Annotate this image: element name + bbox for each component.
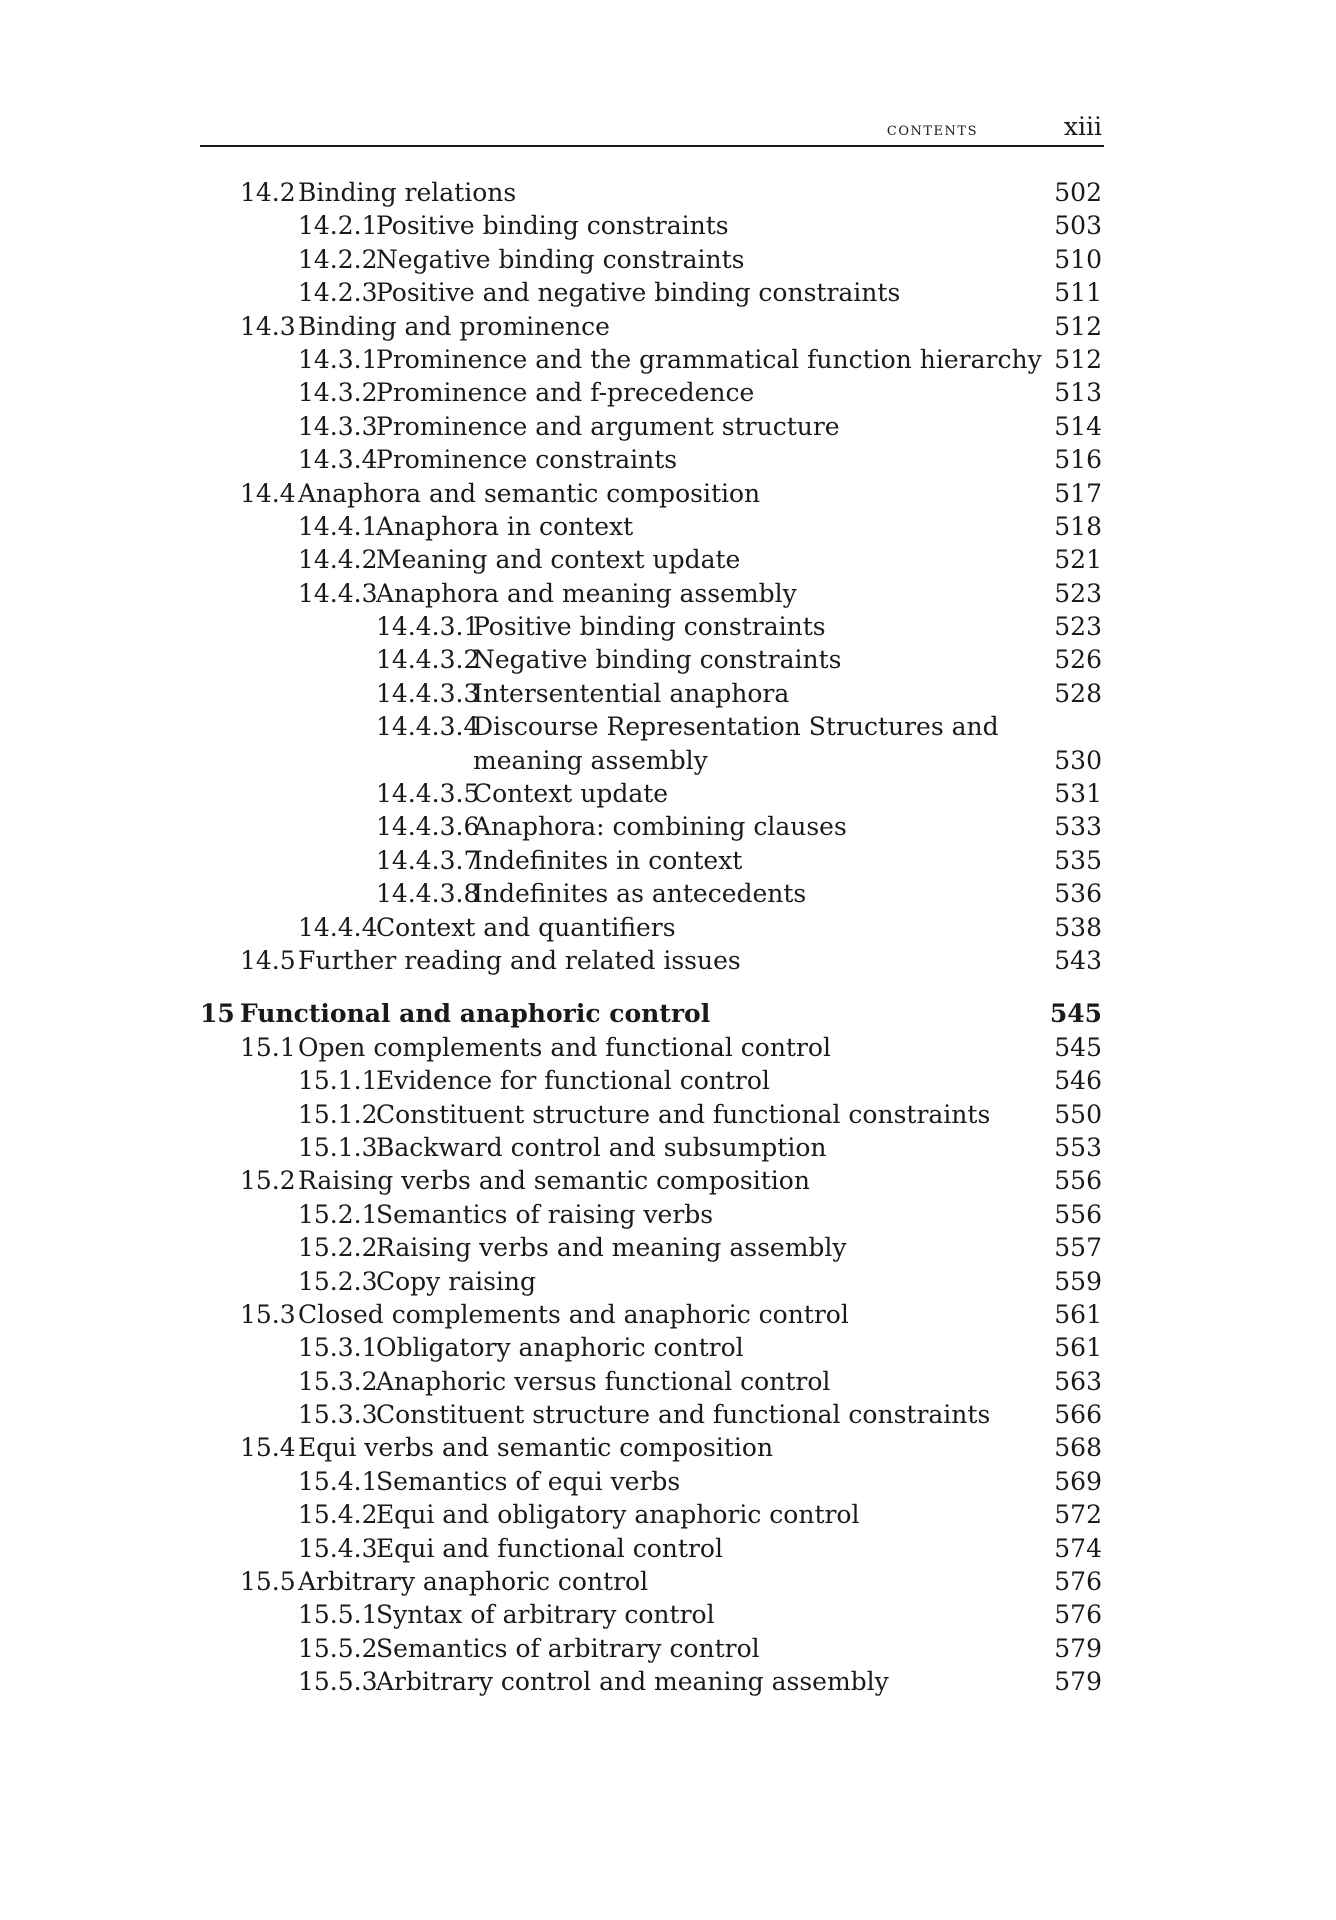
toc-entry-number: 14.2.3 <box>298 278 378 308</box>
toc-entry <box>200 643 1104 676</box>
toc-entry-title: Positive binding constraints <box>473 612 826 642</box>
toc-entry-title: Equi and obligatory anaphoric control <box>376 1500 860 1530</box>
toc-entry-title: Binding and prominence <box>298 311 610 341</box>
toc-entry-page: 563 <box>1054 1366 1102 1396</box>
toc-entry-number: 15.3.3 <box>298 1400 378 1430</box>
toc-entry-title: Positive and negative binding constraints <box>376 278 901 308</box>
toc-entry-page: 543 <box>1054 945 1102 975</box>
toc-entry-number: 15.5.1 <box>298 1600 378 1630</box>
toc-entry-title: Indefinites as antecedents <box>473 879 807 909</box>
toc-entry-title: Context update <box>473 779 669 809</box>
toc-entry-number: 15.2 <box>240 1166 296 1196</box>
toc-entry-page: 579 <box>1054 1633 1102 1663</box>
toc-entry <box>200 1431 1104 1464</box>
toc-entry <box>200 176 1104 209</box>
toc-entry-page: 561 <box>1054 1333 1102 1363</box>
toc-entry-number: 15.4.1 <box>298 1466 378 1496</box>
toc-entry-title: Positive binding constraints <box>376 211 729 241</box>
toc-entry-number: 14.4.3.7 <box>376 845 480 875</box>
toc-entry-number: 14.3.1 <box>298 344 378 374</box>
toc-entry-page: 572 <box>1054 1500 1102 1530</box>
toc-entry <box>200 744 1104 777</box>
toc-entry-page: 556 <box>1054 1166 1102 1196</box>
toc-entry-number: 14.4.3.2 <box>376 645 480 675</box>
toc-entry-title: Raising verbs and semantic composition <box>298 1166 810 1196</box>
toc-entry-title: Context and quantifiers <box>376 912 676 942</box>
toc-entry <box>200 243 1104 276</box>
toc-entry-number: 14.3.2 <box>298 378 378 408</box>
toc-entry <box>200 510 1104 543</box>
toc-entry-number: 14.2.1 <box>298 211 378 241</box>
toc-entry <box>200 877 1104 910</box>
toc-entry-title: Raising verbs and meaning assembly <box>376 1233 847 1263</box>
toc-entry <box>200 1498 1104 1531</box>
toc-entry-page: 514 <box>1054 411 1102 441</box>
toc-entry-title: Semantics of raising verbs <box>376 1199 714 1229</box>
toc-entry-title: Arbitrary anaphoric control <box>298 1567 649 1597</box>
toc-entry-title: Obligatory anaphoric control <box>376 1333 744 1363</box>
toc-entry-number: 14.4.3.6 <box>376 812 480 842</box>
toc-entry-page: 576 <box>1054 1567 1102 1597</box>
toc-entry-page: 523 <box>1054 612 1102 642</box>
toc-entry-number: 14.5 <box>240 945 296 975</box>
toc-entry-page: 566 <box>1054 1400 1102 1430</box>
toc-entry-number: 14.4.3.1 <box>376 612 480 642</box>
toc-entry-title: meaning assembly <box>473 745 708 775</box>
toc-entry-page: 502 <box>1054 178 1102 207</box>
toc-entry-number: 14.4.3 <box>298 578 378 608</box>
toc-entry-page: 523 <box>1054 578 1102 608</box>
toc-entry-title: Anaphora and meaning assembly <box>376 578 797 608</box>
toc-entry-page: 518 <box>1054 511 1102 541</box>
toc-entry-number: 15.1 <box>240 1032 296 1062</box>
toc-entry-title: Semantics of arbitrary control <box>376 1633 760 1663</box>
page-number: xiii <box>1063 112 1102 141</box>
toc-entry-title: Discourse Representation Structures and <box>473 712 999 742</box>
toc-entry <box>200 1198 1104 1231</box>
toc-entry-page: 538 <box>1054 912 1102 942</box>
toc-entry-title: Prominence and the grammatical function hierarchy <box>376 344 1042 374</box>
toc-entry-page: 536 <box>1054 879 1102 909</box>
toc-entry-number: 14.3 <box>240 311 296 341</box>
toc-entry-page: 516 <box>1054 445 1102 475</box>
toc-entry-page: 574 <box>1054 1533 1102 1563</box>
toc-entry <box>200 209 1104 242</box>
toc-entry-title: Further reading and related issues <box>298 945 741 975</box>
toc-entry <box>200 343 1104 376</box>
toc-entry-page: 569 <box>1054 1466 1102 1496</box>
toc-entry-title: Anaphora in context <box>376 511 634 541</box>
toc-entry <box>200 710 1104 743</box>
toc-entry-number: 14.4.4 <box>298 912 378 942</box>
toc-entry <box>200 911 1104 944</box>
toc-entry-page: 579 <box>1054 1667 1102 1697</box>
toc-entry-page: 561 <box>1054 1299 1102 1329</box>
toc-entry <box>200 844 1104 877</box>
toc-entry-title: Anaphora: combining clauses <box>473 812 847 842</box>
toc-entry-page: 503 <box>1054 211 1102 241</box>
toc-entry-number: 14.4.3.5 <box>376 779 480 809</box>
toc-entry-number: 15 <box>200 999 235 1029</box>
toc-entry-title: Intersentential anaphora <box>473 678 790 708</box>
toc-entry-title: Closed complements and anaphoric control <box>298 1299 849 1329</box>
toc-entry-title: Constituent structure and functional constraints <box>376 1400 991 1430</box>
toc-entry-page: 553 <box>1054 1132 1102 1162</box>
toc-entry <box>200 410 1104 443</box>
toc-entry-page: 531 <box>1054 779 1102 809</box>
toc-entry-number: 15.2.1 <box>298 1199 378 1229</box>
toc-entry-number: 14.2.2 <box>298 244 378 274</box>
running-head <box>200 112 1104 146</box>
toc-entry-page: 511 <box>1054 278 1102 308</box>
toc-entry <box>200 1265 1104 1298</box>
toc-entry <box>200 777 1104 810</box>
toc-entry-title: Equi verbs and semantic composition <box>298 1433 774 1463</box>
toc-entry-title: Prominence and f-precedence <box>376 378 755 408</box>
toc-entry-number: 15.4 <box>240 1433 296 1463</box>
toc-entry-title: Open complements and functional control <box>298 1032 831 1062</box>
toc-entry-title: Negative binding constraints <box>376 244 745 274</box>
toc-entry-number: 15.5.3 <box>298 1667 378 1697</box>
toc-entry-title: Syntax of arbitrary control <box>376 1600 715 1630</box>
toc-entry-page: 545 <box>1049 999 1102 1029</box>
header-rule <box>200 145 1104 147</box>
toc-entry-title: Semantics of equi verbs <box>376 1466 681 1496</box>
toc-entry <box>200 1532 1104 1565</box>
toc-entry-title: Prominence and argument structure <box>376 411 840 441</box>
toc-entry-number: 14.3.3 <box>298 411 378 441</box>
toc-entry <box>200 1331 1104 1364</box>
toc-entry-page: 556 <box>1054 1199 1102 1229</box>
toc-entry-title: Copy raising <box>376 1266 537 1296</box>
toc-entry-page: 512 <box>1054 311 1102 341</box>
toc-entry-number: 15.3.1 <box>298 1333 378 1363</box>
toc-entry <box>200 1665 1104 1698</box>
toc-entry <box>200 443 1104 476</box>
toc-entry-page: 545 <box>1054 1032 1102 1062</box>
toc-entry-page: 535 <box>1054 845 1102 875</box>
toc-entry <box>200 677 1104 710</box>
toc-entry-title: Negative binding constraints <box>473 645 842 675</box>
toc-entry <box>200 944 1104 977</box>
toc-entry <box>200 1164 1104 1197</box>
toc-entry <box>200 1598 1104 1631</box>
toc-entry-page: 526 <box>1054 645 1102 675</box>
toc-entry-number: 15.5 <box>240 1567 296 1597</box>
toc-entry-page: 533 <box>1054 812 1102 842</box>
toc-entry-page: 530 <box>1054 745 1102 775</box>
toc-entry-number: 14.4.3.3 <box>376 678 480 708</box>
toc-entry-page: 510 <box>1054 244 1102 274</box>
toc-entry-title: Binding relations <box>298 178 517 207</box>
toc-entry-number: 14.4.3.4 <box>376 712 480 742</box>
toc-entry-number: 14.4.1 <box>298 511 378 541</box>
toc-entry-title: Prominence constraints <box>376 445 678 475</box>
toc-entry-page: 521 <box>1054 545 1102 575</box>
toc-entry-page: 517 <box>1054 478 1102 508</box>
toc-entry-number: 14.4.2 <box>298 545 378 575</box>
toc-entry <box>200 1565 1104 1598</box>
toc-entry <box>200 310 1104 343</box>
toc-entry-page: 528 <box>1054 678 1102 708</box>
toc-entry <box>200 1131 1104 1164</box>
toc-entry <box>200 1632 1104 1665</box>
toc-entry-number: 15.4.3 <box>298 1533 378 1563</box>
toc-entry <box>200 1031 1104 1064</box>
toc-entry-number: 15.4.2 <box>298 1500 378 1530</box>
toc-entry-number: 14.2 <box>240 178 296 207</box>
toc-entry-number: 15.3.2 <box>298 1366 378 1396</box>
toc-entry-page: 559 <box>1054 1266 1102 1296</box>
toc-entry-title: Functional and anaphoric control <box>240 999 711 1029</box>
toc-entry-title: Anaphoric versus functional control <box>376 1366 831 1396</box>
toc-entry <box>200 1064 1104 1097</box>
toc-entry <box>200 810 1104 843</box>
table-of-contents <box>200 176 1104 1699</box>
toc-entry-title: Arbitrary control and meaning assembly <box>376 1667 889 1697</box>
toc-entry-number: 15.1.2 <box>298 1099 378 1129</box>
toc-entry-page: 513 <box>1054 378 1102 408</box>
toc-entry-number: 15.1.3 <box>298 1132 378 1162</box>
toc-entry-page: 550 <box>1054 1099 1102 1129</box>
toc-entry-number: 14.3.4 <box>298 445 378 475</box>
toc-entry <box>200 1098 1104 1131</box>
toc-entry-number: 15.2.3 <box>298 1266 378 1296</box>
toc-entry <box>200 477 1104 510</box>
toc-entry-page: 546 <box>1054 1066 1102 1096</box>
toc-entry-page: 512 <box>1054 344 1102 374</box>
toc-entry-number: 14.4 <box>240 478 296 508</box>
toc-entry <box>200 1465 1104 1498</box>
toc-entry <box>200 376 1104 409</box>
toc-entry-title: Evidence for functional control <box>376 1066 770 1096</box>
toc-entry <box>200 543 1104 576</box>
toc-entry-title: Indefinites in context <box>473 845 743 875</box>
toc-entry-number: 15.2.2 <box>298 1233 378 1263</box>
toc-entry-title: Constituent structure and functional constraints <box>376 1099 991 1129</box>
toc-chapter-entry <box>200 997 1104 1030</box>
toc-entry <box>200 276 1104 309</box>
toc-entry-page: 568 <box>1054 1433 1102 1463</box>
toc-entry-title: Anaphora and semantic composition <box>298 478 761 508</box>
toc-entry-number: 15.1.1 <box>298 1066 378 1096</box>
toc-entry <box>200 610 1104 643</box>
toc-entry <box>200 577 1104 610</box>
toc-entry <box>200 1398 1104 1431</box>
toc-entry-title: Equi and functional control <box>376 1533 723 1563</box>
toc-entry-number: 15.3 <box>240 1299 296 1329</box>
toc-entry <box>200 1298 1104 1331</box>
toc-entry-page: 576 <box>1054 1600 1102 1630</box>
toc-entry-number: 14.4.3.8 <box>376 879 480 909</box>
running-head-title: contents <box>886 118 978 140</box>
toc-entry-number: 15.5.2 <box>298 1633 378 1663</box>
toc-entry <box>200 1231 1104 1264</box>
toc-entry-title: Meaning and context update <box>376 545 741 575</box>
toc-entry-title: Backward control and subsumption <box>376 1132 827 1162</box>
toc-entry-page: 557 <box>1054 1233 1102 1263</box>
toc-entry <box>200 1365 1104 1398</box>
